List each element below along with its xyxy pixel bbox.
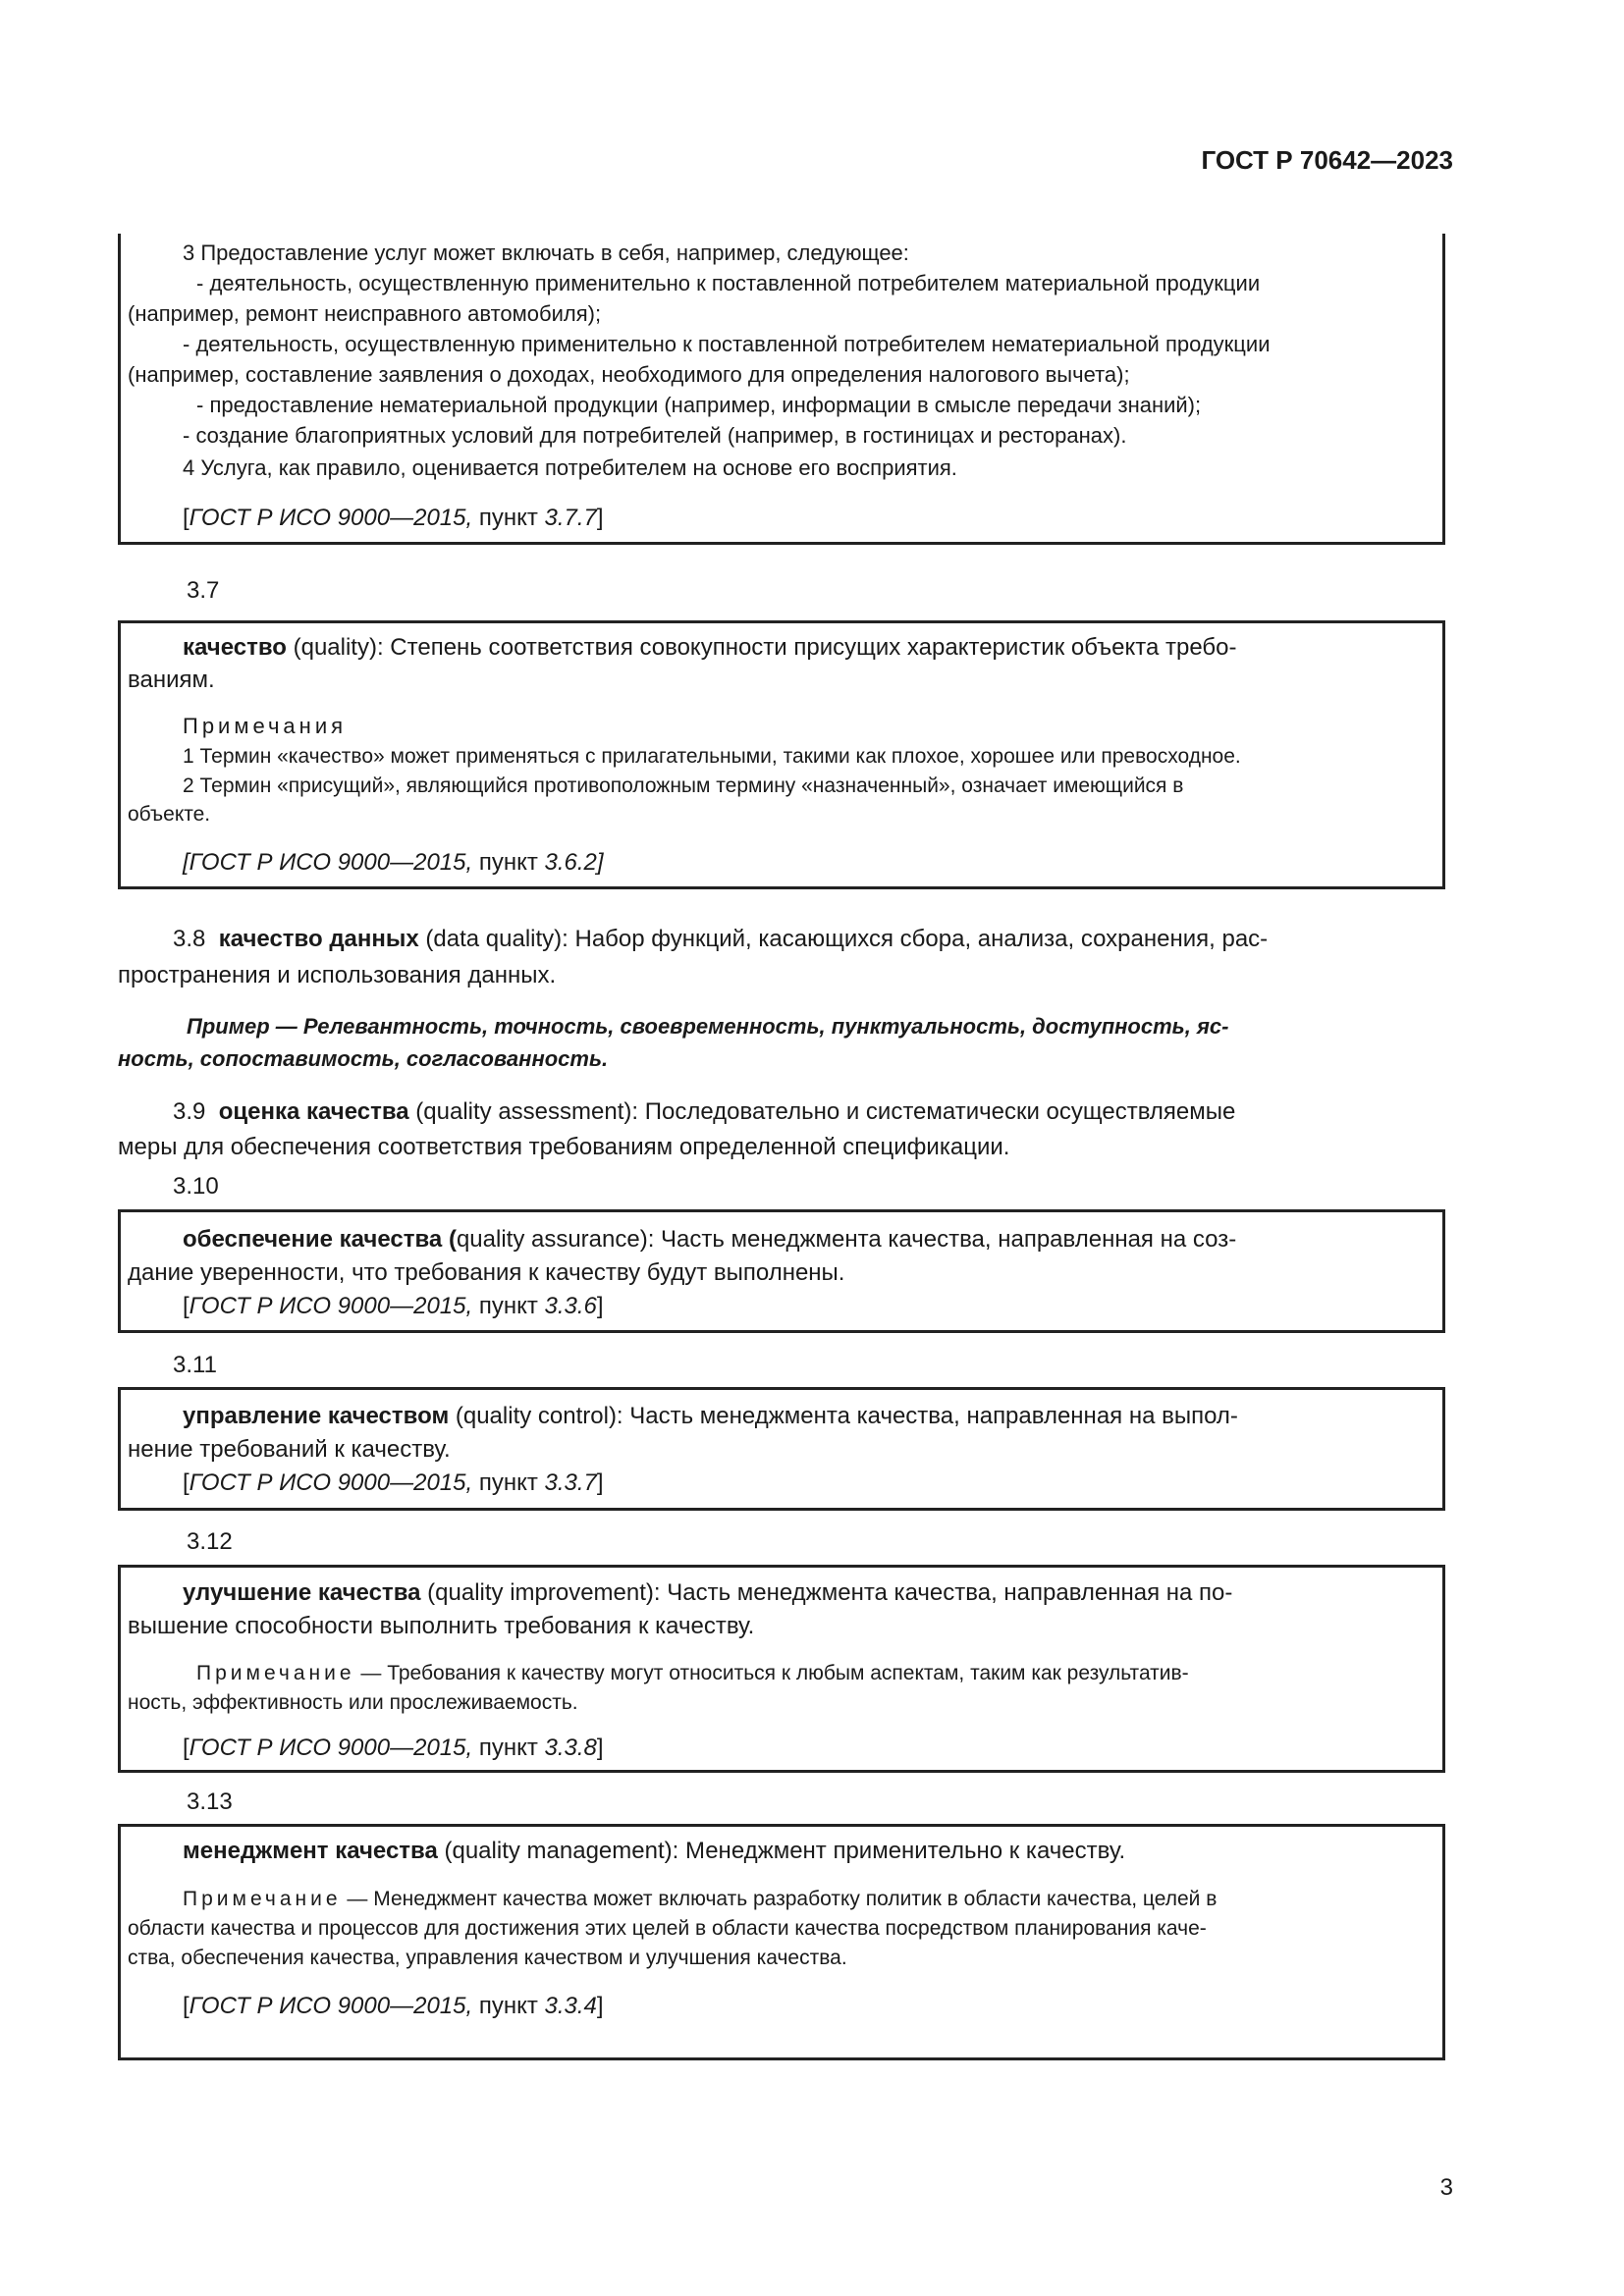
term-definition: менеджмент качества (quality management): Менеджмент применительно к качеству.	[183, 1838, 1126, 1864]
note-2: 2 Термин «присущий», являющийся противоположным термину «назначенный», означает имеющийся в	[183, 774, 1184, 797]
note: Примечание — Требования к качеству могут относиться к любым аспектам, таким как результатив-	[196, 1662, 1189, 1684]
term-number: 3.10	[173, 1173, 219, 1200]
term-definition-cont: дание уверенности, что требования к качеству будут выполнены.	[128, 1259, 845, 1286]
term-definition-cont: пространения и использования данных.	[118, 962, 557, 988]
note: Примечание — Менеджмент качества может включать разработку политик в области качества, целей в	[183, 1888, 1218, 1910]
note-line: 4 Услуга, как правило, оценивается потребителем на основе его восприятия.	[183, 455, 957, 480]
source-reference: [ГОСТ Р ИСО 9000—2015, пункт 3.6.2]	[183, 849, 604, 876]
term-number: 3.12	[187, 1528, 233, 1555]
example: Пример — Релевантность, точность, своевременность, пунктуальность, доступность, яс-	[187, 1014, 1229, 1039]
term-definition: управление качеством (quality control): Часть менеджмента качества, направленная на выпол-	[183, 1403, 1238, 1429]
source-reference: [ГОСТ Р ИСО 9000—2015, пункт 3.3.6]	[183, 1293, 604, 1319]
note-line: - деятельность, осуществленную применительно к поставленной потребителем нематериальной продукции	[183, 332, 1271, 356]
term-definition: обеспечение качества (quality assurance): Часть менеджмента качества, направленная на соз-	[183, 1226, 1237, 1253]
term-definition-cont: нение требований к качеству.	[128, 1436, 451, 1463]
note-1: 1 Термин «качество» может применяться с прилагательными, такими как плохое, хорошее или превосходное.	[183, 745, 1241, 768]
term-definition-cont: ваниям.	[128, 667, 215, 693]
note-line: (например, ремонт неисправного автомобиля);	[128, 301, 602, 326]
source-reference: [ГОСТ Р ИСО 9000—2015, пункт 3.3.8]	[183, 1735, 604, 1761]
note-line: - деятельность, осуществленную применительно к поставленной потребителем материальной продукции	[196, 271, 1261, 295]
source-reference: [ГОСТ Р ИСО 9000—2015, пункт 3.7.7]	[183, 505, 604, 531]
term-definition-cont: меры для обеспечения соответствия требованиям определенной спецификации.	[118, 1134, 1010, 1160]
note-cont: ность, эффективность или прослеживаемость.	[128, 1691, 578, 1714]
term-definition-cont: вышение способности выполнить требования к качеству.	[128, 1613, 755, 1639]
source-reference: [ГОСТ Р ИСО 9000—2015, пункт 3.3.4]	[183, 1993, 604, 2019]
notes-title: Примечания	[183, 714, 348, 738]
note-2-cont: объекте.	[128, 803, 211, 826]
term-3-8: 3.8 качество данных (data quality): Набор функций, касающихся сбора, анализа, сохранения, рас-	[173, 926, 1269, 952]
term-number: 3.11	[173, 1352, 217, 1378]
note-line: - создание благоприятных условий для потребителей (например, в гостиницах и ресторанах).	[183, 423, 1127, 448]
note-line: - предоставление нематериальной продукции (например, информации в смысле передачи знаний);	[196, 393, 1202, 417]
document-header: ГОСТ Р 70642—2023	[1201, 145, 1453, 175]
note-line: (например, составление заявления о доходах, необходимого для определения налогового вычета);	[128, 362, 1130, 387]
term-number: 3.7	[187, 577, 220, 604]
term-definition: качество (quality): Степень соответствия совокупности присущих характеристик объекта требо-	[183, 634, 1237, 661]
term-3-9: 3.9 оценка качества (quality assessment): Последовательно и систематически осуществляемые	[173, 1098, 1236, 1125]
term-definition: улучшение качества (quality improvement): Часть менеджмента качества, направленная на по-	[183, 1579, 1233, 1606]
source-reference: [ГОСТ Р ИСО 9000—2015, пункт 3.3.7]	[183, 1469, 604, 1496]
example-cont: ность, сопоставимость, согласованность.	[118, 1046, 609, 1071]
term-number: 3.13	[187, 1789, 233, 1815]
page-number: 3	[1439, 2174, 1453, 2201]
note-cont: области качества и процессов для достижения этих целей в области качества посредством планирования каче-	[128, 1917, 1207, 1940]
note-line: 3 Предоставление услуг может включать в себя, например, следующее:	[183, 240, 909, 265]
note-cont: ства, обеспечения качества, управления качеством и улучшения качества.	[128, 1947, 847, 1969]
